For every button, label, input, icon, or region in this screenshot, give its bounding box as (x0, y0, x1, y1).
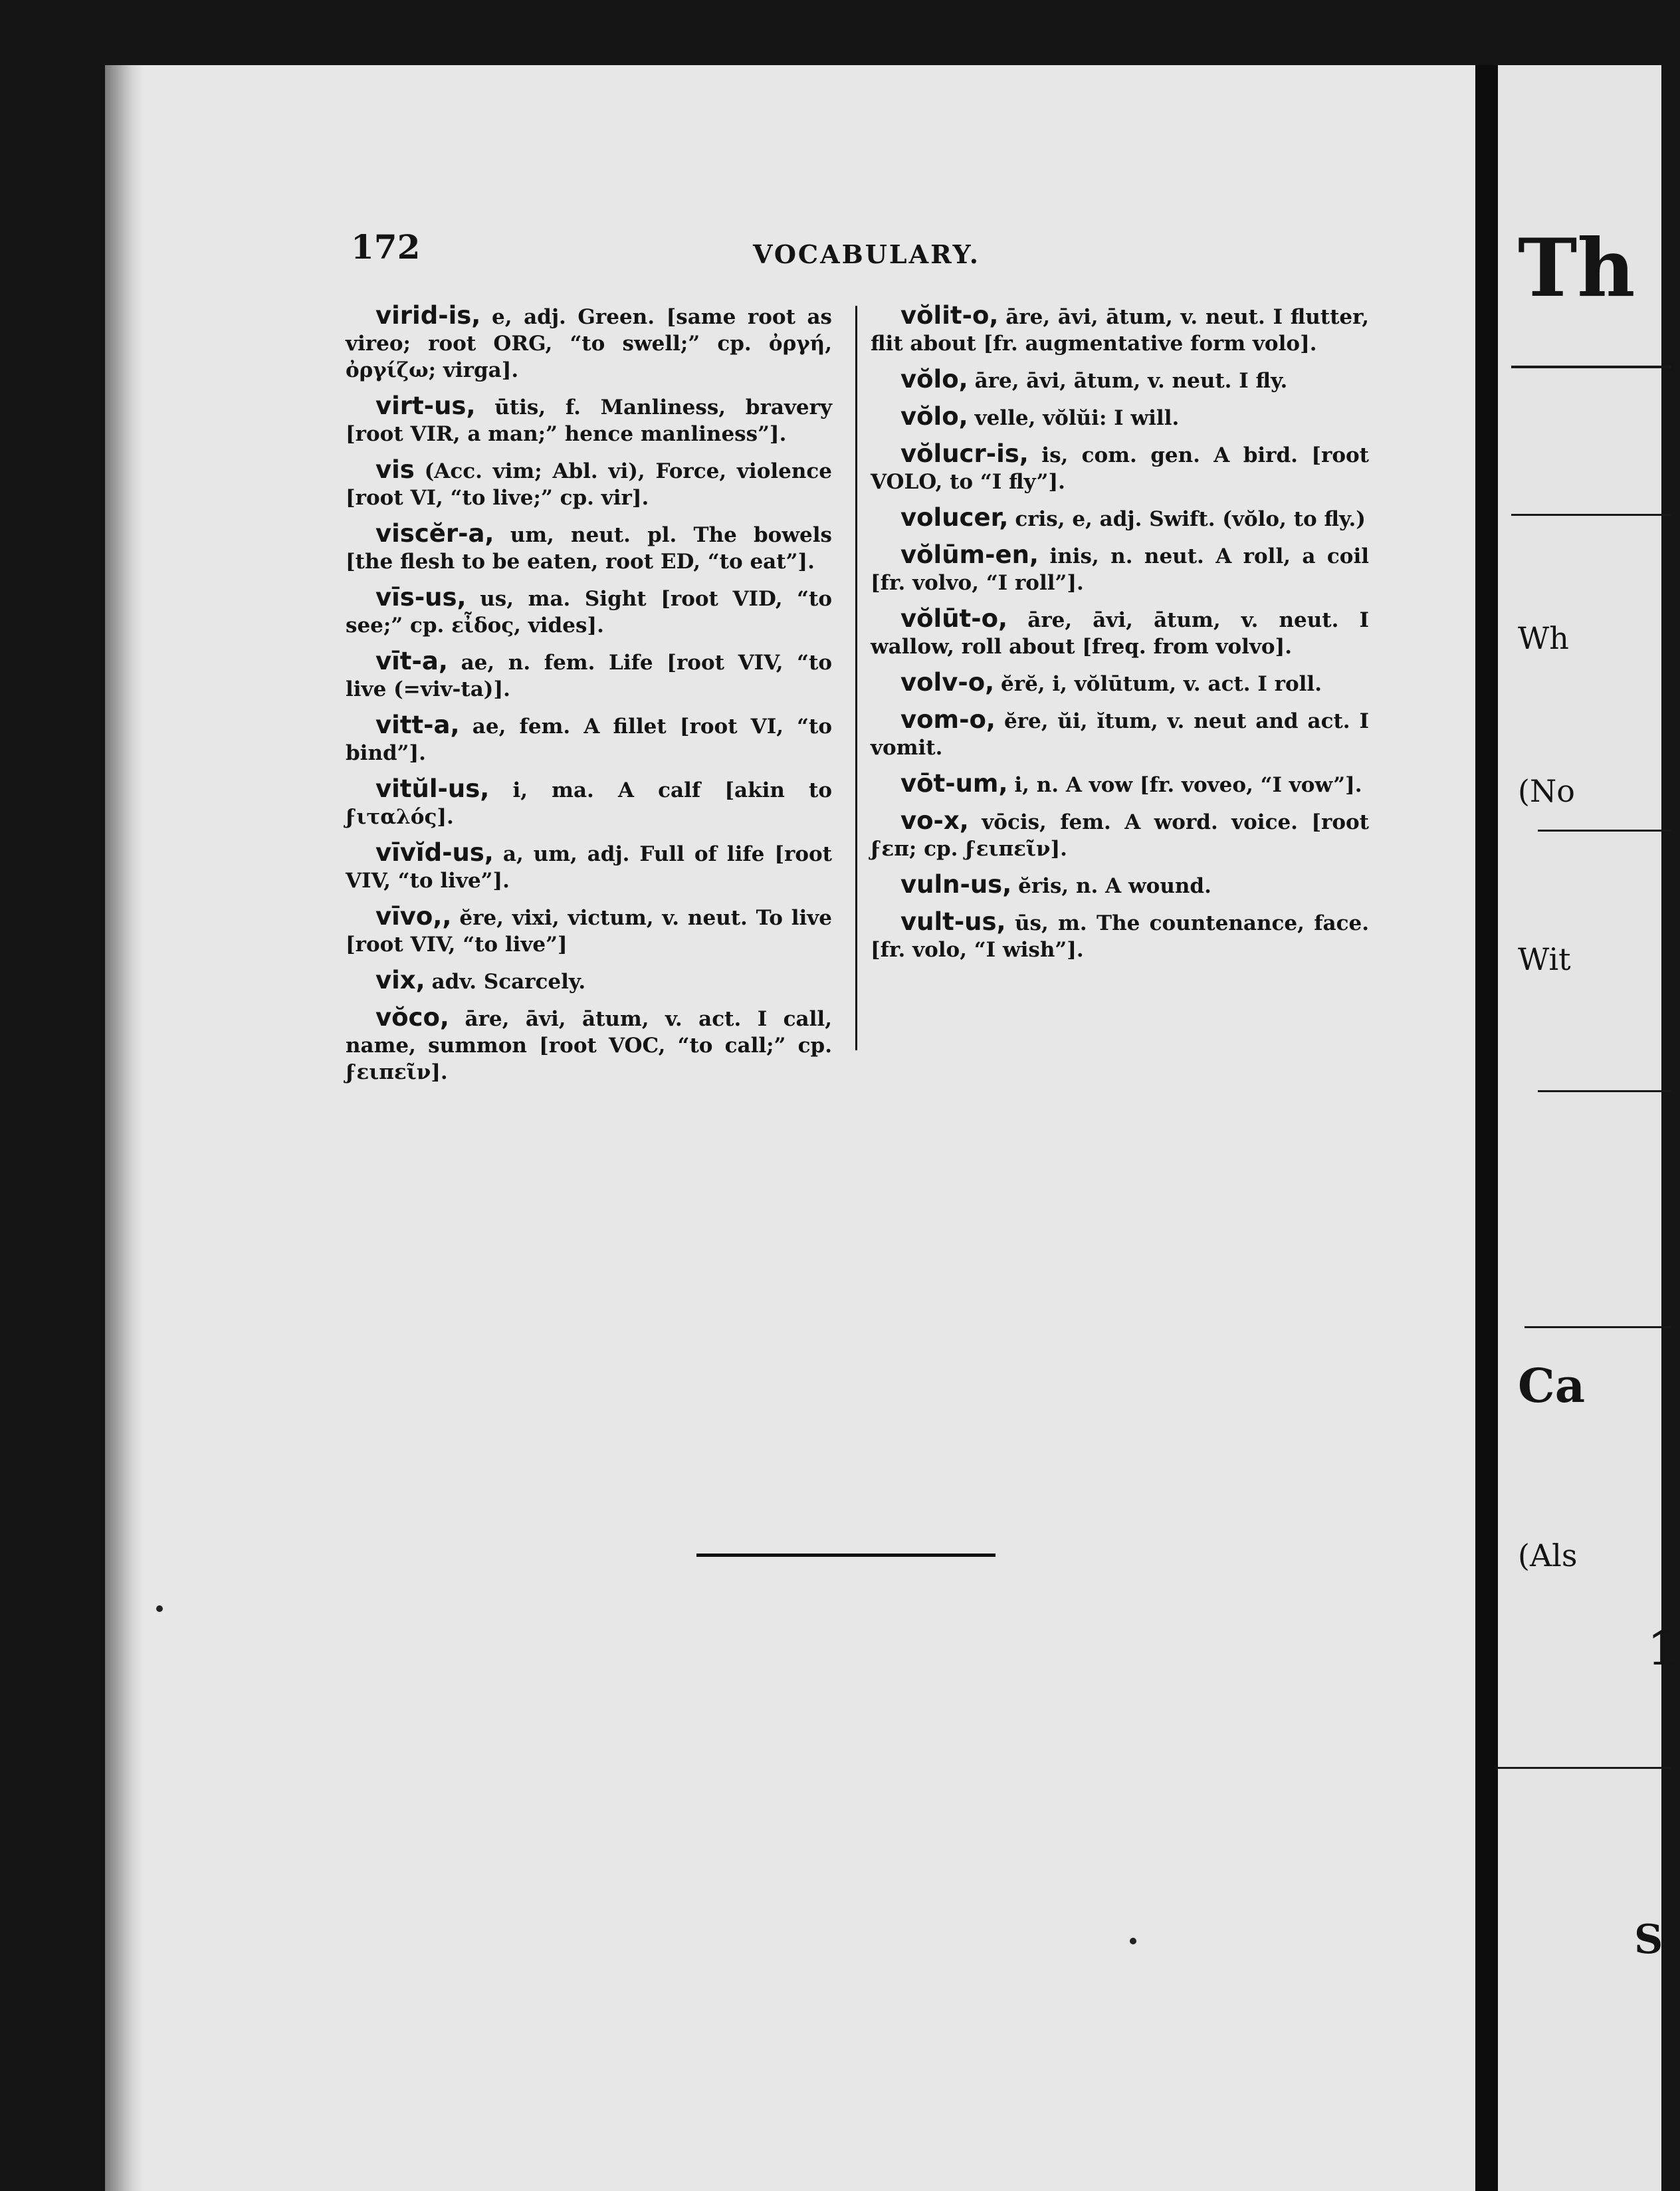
right-page-line: (No (1518, 773, 1575, 809)
rule (1511, 514, 1671, 516)
vocab-entry (871, 505, 1369, 532)
headword: volucer, (900, 503, 1009, 532)
vocab-entry (346, 967, 832, 995)
headword: vŏlo, (900, 402, 968, 431)
headword: volv-o, (900, 668, 995, 697)
headword: vult-us, (900, 907, 1006, 936)
headword: vŏco, (375, 1003, 449, 1032)
headword: vŏlūt-o, (900, 604, 1008, 633)
entry-definition: āre, āvi, ātum, v. neut. I flutter, flit about [fr. augmentative form volo]. (871, 305, 1369, 356)
headword: vīvĭd-us, (375, 838, 494, 867)
headword: virt-us, (375, 392, 476, 420)
headword: vŏlucr-is, (900, 439, 1029, 468)
vocab-entry (346, 1004, 832, 1086)
vocab-entry (346, 776, 832, 830)
entry-definition: ĕre, vixi, victum, v. neut. To live [root VIV, “to live”] (346, 906, 832, 957)
rule (1538, 1090, 1671, 1092)
headword: vom-o, (900, 705, 996, 734)
running-title: VOCABULARY. (753, 239, 980, 269)
entry-definition: i, ma. A calf [akin to ϝιταλός]. (346, 778, 832, 829)
vocab-entry (871, 441, 1369, 495)
vocab-entry (346, 520, 832, 575)
entry-definition: āre, āvi, ātum, v. neut. I wallow, roll about [freq. from volvo]. (871, 608, 1370, 659)
page-number: 172 (351, 227, 421, 267)
entry-definition: vōcis, fem. A word. voice. [root ϝεπ; cp. ϝειπεῖν]. (871, 810, 1369, 861)
vocab-entry (346, 457, 832, 511)
entry-definition: e, adj. Green. [same root as vireo; root ORG, “to swell;” cp. ὀργή, ὀργίζω; virga]. (346, 305, 832, 382)
entry-definition: āre, āvi, ātum, v. act. I call, name, summon [root VOC, “to call;” cp. ϝειπεῖν]. (346, 1007, 832, 1084)
vocab-entry (871, 808, 1369, 862)
entry-definition: inis, n. neut. A roll, a coil [fr. volvo, “I roll”]. (871, 544, 1369, 595)
book-gutter (1475, 65, 1498, 2191)
rule (1524, 1326, 1671, 1328)
right-page-line: Wh (1518, 620, 1569, 656)
left-column (346, 302, 832, 1095)
speck (1130, 1938, 1136, 1944)
headword: vitt-a, (375, 711, 460, 739)
vocab-entry (346, 648, 832, 703)
entry-definition: us, ma. Sight [root VID, “to see;” cp. εἶδος, vides]. (346, 587, 832, 637)
headword: vīs-us, (375, 583, 467, 612)
headword: viscĕr-a, (375, 519, 494, 548)
rule (1498, 1767, 1671, 1769)
headword: vīt-a, (375, 647, 448, 675)
right-page-line: Wit (1518, 941, 1571, 977)
entry-definition: ĕrĕ, i, vŏlūtum, v. act. I roll. (1001, 672, 1322, 696)
entry-definition: a, um, adj. Full of life [root VIV, “to live”]. (346, 842, 832, 893)
vocab-entry (871, 542, 1369, 596)
headword: vīvo,, (375, 902, 452, 931)
vocab-entry (871, 707, 1369, 761)
headword: vo-x, (900, 806, 969, 835)
headword: vuln-us, (900, 870, 1012, 899)
entry-definition: adv. Scarcely. (431, 970, 586, 994)
headword: virid-is, (375, 301, 481, 330)
entry-definition: ūs, m. The countenance, face. [fr. volo, “I wish”]. (871, 911, 1370, 962)
vocab-entry (346, 393, 832, 447)
vocab-entry (871, 669, 1369, 697)
entry-definition: is, com. gen. A bird. [root VOLO, to “I fly”]. (871, 443, 1369, 494)
right-page-line: (Als (1518, 1538, 1578, 1573)
entry-definition: (Acc. vim; Abl. vi), Force, violence [root VI, “to live;” cp. vir]. (346, 459, 833, 510)
vocab-entry (346, 840, 832, 894)
entry-definition: āre, āvi, ātum, v. neut. I fly. (974, 369, 1288, 393)
vocab-entry (871, 302, 1369, 357)
entry-definition: i, n. A vow [fr. voveo, “I vow”]. (1014, 773, 1362, 797)
entry-definition: um, neut. pl. The bowels [the flesh to be eaten, root ED, “to eat”]. (346, 523, 832, 574)
vocab-entry (871, 404, 1369, 431)
page-edge-shadow (105, 65, 144, 2191)
entry-definition: velle, vŏlŭi: I will. (974, 406, 1180, 430)
headword: vis (375, 455, 415, 484)
entry-definition: ae, fem. A fillet [root VI, “to bind”]. (346, 715, 832, 765)
headword: vŏlit-o, (900, 301, 999, 330)
vocab-entry (346, 302, 832, 384)
vocab-entry (871, 909, 1369, 963)
entry-definition: cris, e, adj. Swift. (vŏlo, to fly.) (1015, 507, 1366, 531)
rule (1538, 830, 1671, 832)
right-page-line: S (1634, 1916, 1663, 1963)
vocab-entry (871, 606, 1369, 660)
right-column (871, 302, 1369, 973)
right-page-heading: Ca (1518, 1358, 1586, 1413)
vocab-entry (871, 770, 1369, 798)
right-page-line: 1 (1647, 1621, 1680, 1676)
headword: vitŭl-us, (375, 774, 490, 803)
vocab-entry (871, 871, 1369, 899)
speck (156, 1605, 163, 1612)
headword: vix, (375, 966, 425, 994)
rule (1511, 366, 1671, 368)
entry-definition: ae, n. fem. Life [root VIV, “to live (=viv-ta)]. (346, 651, 832, 701)
end-rule (696, 1554, 996, 1557)
headword: vōt-um, (900, 769, 1008, 798)
entry-definition: ĕre, ŭi, ĭtum, v. neut and act. I vomit. (871, 709, 1370, 760)
headword: vŏlūm-en, (900, 540, 1039, 569)
entry-definition: ĕris, n. A wound. (1018, 874, 1211, 898)
column-rule (855, 306, 857, 1050)
entry-definition: ūtis, f. Manliness, bravery [root VIR, a man;” hence manliness”]. (346, 396, 832, 446)
vocab-entry (346, 712, 832, 766)
headword: vŏlo, (900, 365, 968, 394)
right-page-title: Th (1518, 221, 1635, 315)
right-page (1498, 65, 1680, 2191)
vocab-entry (871, 366, 1369, 394)
vocab-entry (346, 903, 832, 958)
vocab-entry (346, 584, 832, 639)
